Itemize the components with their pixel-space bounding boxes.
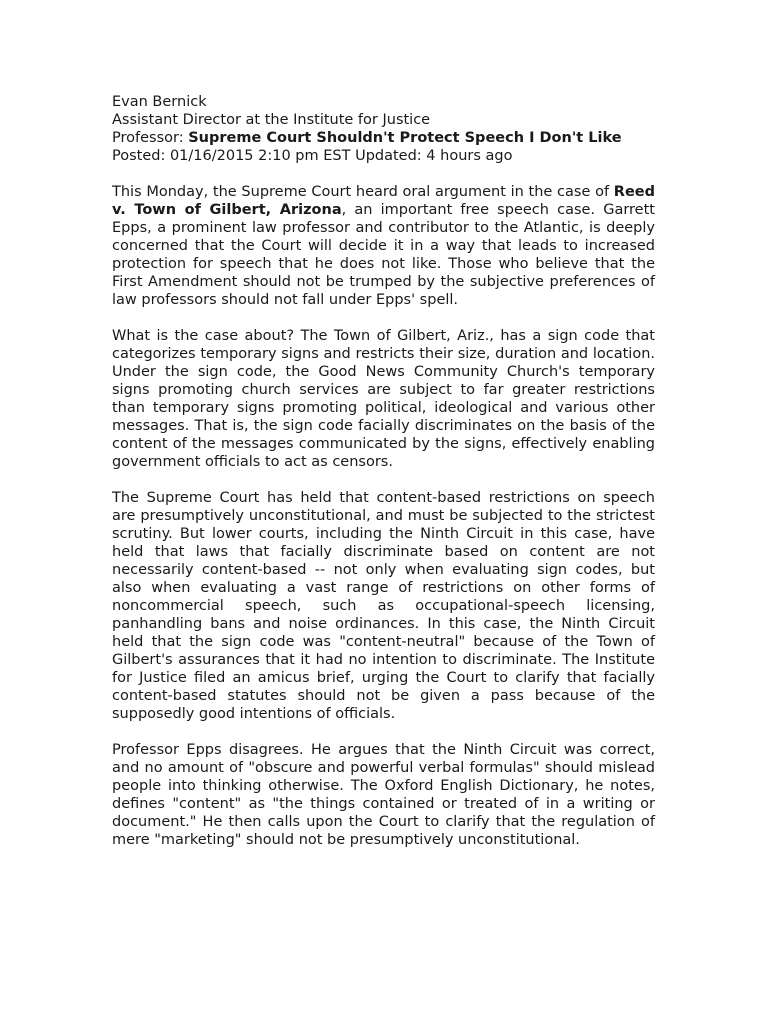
paragraph-4: Professor Epps disagrees. He argues that the Ninth Circuit was correct, and no amount of "obscure and powerful verbal formulas" should mislead people into thinking otherwise. The Oxford English Dictionary, he notes, defines "content" as "the things contained or treated of in a writing or document." He then calls upon the Court to clarify that the regulation of mere "marketing" should not be presumptively unconstitutional. [112,742,655,848]
paragraph-3: The Supreme Court has held that content-based restrictions on speech are presumptively unconstitutional, and must be subjected to the strictest scrutiny. But lower courts, including the Ninth Circuit in this case, have held that laws that facially discriminate based on content are not necessarily content-based -- not only when evaluating sign codes, but also when evaluating a vast range of restrictions on other forms of noncommercial speech, such as occupational-speech licensing, panhandling bans and noise ordinances. In this case, the Ninth Circuit held that the sign code was "content-neutral" because of the Town of Gilbert's assurances that it had no intention to discriminate. The Institute for Justice filed an amicus brief, urging the Court to clarify that facially content-based statutes should not be given a pass because of the supposedly good intentions of officials. [112,490,655,722]
title-prefix: Professor: [112,130,189,146]
posted-date: Posted: 01/16/2015 2:10 pm EST Updated: 4 hours ago [112,148,513,164]
paragraph-1-start: This Monday, the Supreme Court heard oral argument in the case of [112,184,614,200]
paragraph-1 [112,183,655,309]
author-name: Evan Bernick [112,94,207,110]
article-title: Supreme Court Shouldn't Protect Speech I Don't Like [188,130,622,146]
paragraph-1-end: , an important free speech case. Garrett Epps, a prominent law professor and contributor to the Atlantic, is deeply concerned that the Court will decide it in a way that leads to increased protection for speech that he does not like. Those who believe that the First Amendment should not be trumped by the subjective preferences of law professors should not fall under Epps' spell. [112,202,655,308]
article-title-line [112,129,655,147]
document-page [112,93,655,849]
author-affiliation: Assistant Director at the Institute for Justice [112,112,431,128]
paragraph-2: What is the case about? The Town of Gilbert, Ariz., has a sign code that categorizes temporary signs and restricts their size, duration and location. Under the sign code, the Good News Community Church's temporary signs promoting church services are subject to far greater restrictions than temporary signs promoting political, ideological and various other messages. That is, the sign code facially discriminates on the basis of the content of the messages communicated by the signs, effectively enabling government officials to act as censors. [112,328,655,470]
case-name: Reed v. Town of Gilbert, Arizona [112,184,655,218]
